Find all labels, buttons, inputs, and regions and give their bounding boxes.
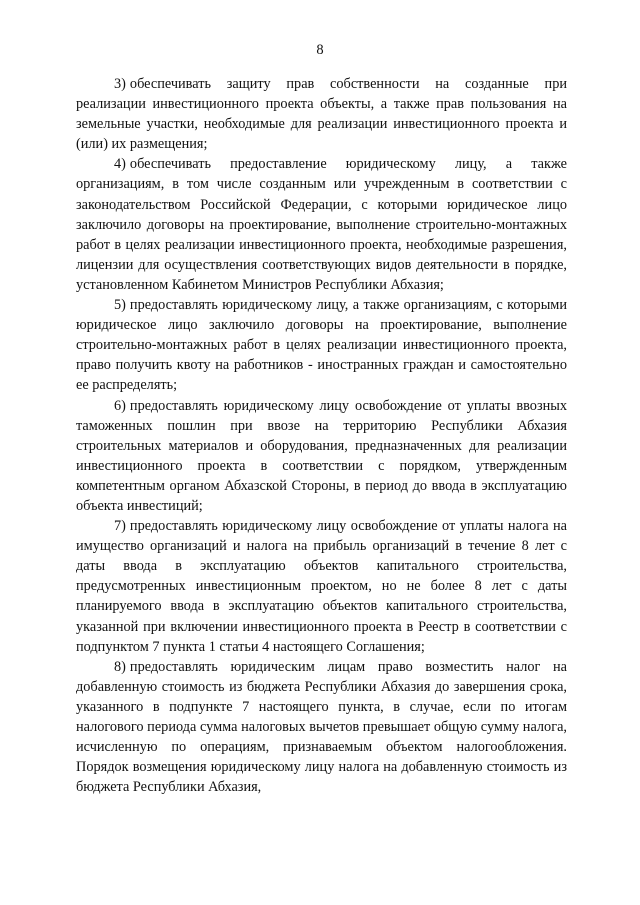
paragraph-text: обеспечивать защиту прав собственности на созданные при реализации инвестиционного проекта объекты, а также прав пользования на земельные участки, необходимые для реализации инвестиционного проекта и (или) их размещения; — [76, 76, 567, 153]
paragraph-item-3 — [76, 74, 567, 154]
paragraph-text: предоставлять юридическому лицу освобождение от уплаты налога на имущество организаций и налога на прибыль организаций в течение 8 лет с даты ввода в эксплуатацию объектов капитального строительства, предусмотренных инвестиционным проектом, но не более 8 лет с даты планируемого ввода в эксплуатацию объектов капитального строительства, указанной при включении инвестиционного проекта в Реестр в соответствии с подпунктом 7 пункта 1 статьи 4 настоящего Соглашения; — [76, 518, 567, 655]
paragraph-item-7 — [76, 516, 567, 657]
document-body — [76, 74, 567, 797]
item-number: 5) — [114, 297, 126, 314]
paragraph-item-8 — [76, 657, 567, 798]
paragraph-text: предоставлять юридическим лицам право возместить налог на добавленную стоимость из бюджета Республики Абхазия до завершения срока, указанного в подпункте 7 настоящего пункта, в случае, если по итогам налогового периода сумма налоговых вычетов превышает общую сумму налога, исчисленную по операциям, признаваемым объектом налогообложения. Порядок возмещения юридическому лицу налога на добавленную стоимость из бюджета Республики Абхазия, — [76, 658, 567, 796]
item-number: 4) — [114, 156, 126, 173]
paragraph-text: предоставлять юридическому лицу освобождение от уплаты ввозных таможенных пошлин при ввозе на территорию Республики Абхазия строительных материалов и оборудования, предназначенных для реализации инвестиционного проекта в соответствии с порядком, утвержденным компетентным органом Абхазской Стороны, в период до ввода в эксплуатацию объекта инвестиций; — [76, 397, 567, 514]
paragraph-text: предоставлять юридическому лицу, а также организациям, с которыми юридическое лицо заключило договоры на проектирование, выполнение строительно-монтажных работ в целях реализации инвестиционного проекта, право получить квоту на работников - иностранных граждан и самостоятельно ее распределять; — [76, 297, 567, 394]
paragraph-item-4 — [76, 154, 567, 295]
item-number: 6) — [114, 397, 126, 414]
item-number: 7) — [114, 518, 126, 535]
item-number: 3) — [114, 76, 126, 92]
item-number: 8) — [114, 658, 126, 675]
paragraph-item-6 — [76, 396, 567, 517]
paragraph-text: обеспечивать предоставление юридическому лицу, а также организациям, в том числе созданным или учрежденным в соответствии с законодательством Российской Федерации, с которыми юридическое лицо заключило договоры на проектирование, выполнение строительно-монтажных работ в целях реализации инвестиционного проекта, необходимые разрешения, лицензии для осуществления соответствующих видов деятельности в порядке, установленном Кабинетом Министров Республики Абхазия; — [76, 156, 567, 293]
paragraph-item-5 — [76, 295, 567, 395]
page-number: 8 — [316, 42, 324, 58]
